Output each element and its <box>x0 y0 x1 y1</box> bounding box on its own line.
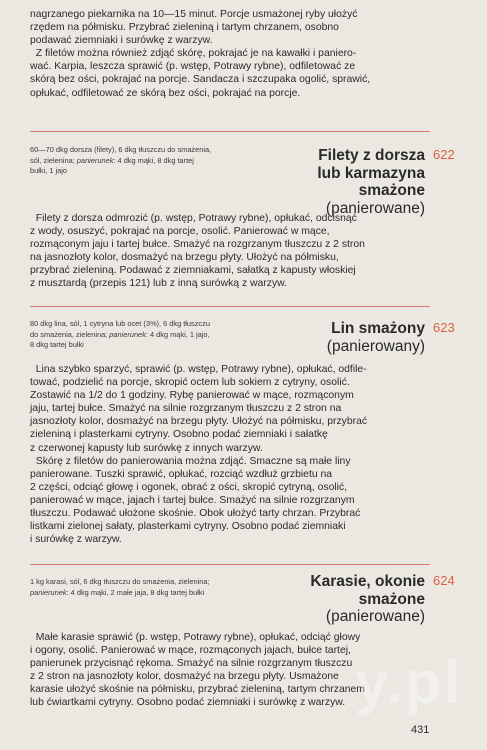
intro-line: skórą bez ości, pokrajać na porcje. Sandacza i szczupaka ogolić, sprawić, <box>30 74 371 86</box>
body-line: i ogony, osolić. Panierować w mące, rozmąconych jajach, bułce tartej, <box>30 645 351 657</box>
body-line: rozmąconym jaju i tartej bułce. Smażyć na rozgrzanym tłuszczu z 2 stron <box>30 239 365 251</box>
title-subtitle: (panierowany) <box>326 337 425 355</box>
intro-line: podawać ziemniaki i surówkę z warzyw. <box>30 35 213 47</box>
body-line: lub ćwiartkami cytryny. Osobno podać ziemniaki i surówkę z warzyw. <box>30 697 346 709</box>
recipe-623-number: 623 <box>433 320 455 335</box>
body-line: Filety z dorsza odmrozić (p. wstęp, Potrawy rybne), opłukać, odcisnąć <box>30 213 357 224</box>
body-line: jasnozłoty kolor, dosmażyć na brzegu płyty. Ułożyć na półmisku, przybrać <box>30 416 368 428</box>
ingredients-line: bułki, 1 jajo <box>30 166 67 176</box>
body-line: karasie ułożyć skośnie na półmisku, przybrać zieleniną, tartym chrzanem <box>30 684 365 696</box>
recipe-623-body <box>30 363 430 546</box>
intro-line: nagrzanego piekarnika na 10—15 minut. Porcje usmażonej ryby ułożyć <box>30 9 358 20</box>
title-line: lub karmazyna <box>317 164 425 182</box>
body-line: jaju, tartej bułce. Smażyć na silnie rozgrzanym tłuszczu z 2 stron na <box>30 403 342 415</box>
intro-line: wać. Karpia, leszcza sprawić (p. wstęp, Potrawy rybne), odfiletować ze <box>30 61 356 73</box>
recipe-624-number: 624 <box>433 573 455 588</box>
title-line: Lin smażony <box>331 320 425 337</box>
recipe-623-ingredients <box>30 319 280 351</box>
title-subtitle: (panierowane) <box>325 199 425 217</box>
intro-line: Z filetów można również zdjąć skórę, pokrajać je na kawałki i paniero- <box>30 48 357 60</box>
body-line: z wody, osuszyć, pokrajać na porcje, osolić. Panierować w mące, <box>30 226 330 238</box>
recipe-622-number: 622 <box>433 147 455 162</box>
title-subtitle: (panierowane) <box>325 608 425 625</box>
body-line: na jasnozłoty kolor, dosmażyć na brzegu płyty. Ułożyć na półmisku, <box>30 252 339 264</box>
recipe-624-title <box>310 573 425 626</box>
body-line: panierowane. Tuszki sprawić, opłukać, rozciąć wzdłuż grzbietu na <box>30 468 333 480</box>
title-line: smażone <box>358 590 425 608</box>
recipe-622-ingredients <box>30 145 280 177</box>
ingredients-line: 1 kg karasi, sól, 6 dkg tłuszczu do smażenia, zielenina; <box>30 577 210 586</box>
body-line: 2 części, odciąć głowę i ogonek, obrać z ości, skropić cytryną, osolić, <box>30 481 348 493</box>
page-number: 431 <box>411 724 430 736</box>
section-divider <box>30 131 430 132</box>
title-line: Filety z dorsza <box>318 147 425 164</box>
title-line: smażone <box>358 182 425 199</box>
ingredients-line: 60—70 dkg dorsza (filety), 6 dkg tłuszczu do smażenia, <box>30 145 212 154</box>
intro-line: rzędem na półmisku. Przybrać zieleniną i tartym chrzanem, osobno <box>30 22 339 34</box>
section-divider <box>30 564 430 565</box>
watermark: y.pl <box>355 649 462 716</box>
body-line: tować, podzielić na porcje, skropić octem lub sokiem z cytryny, osolić. <box>30 377 350 389</box>
ingredients-line: 80 dkg lina, sól, 1 cytryna lub ocet (3%), 6 dkg tłuszczu <box>30 319 210 328</box>
body-line: tłuszczu. Podawać ułożone skośnie. Obok ułożyć tarty chrzan. Przybrać <box>30 508 361 520</box>
title-line: Karasie, okonie <box>310 573 425 590</box>
body-line: Małe karasie sprawić (p. wstęp, Potrawy rybne), opłukać, odciąć głowy <box>30 632 361 643</box>
recipe-623-title <box>327 320 425 355</box>
body-line: i surówkę z warzyw. <box>30 534 122 546</box>
body-line: z musztardą (przepis 121) lub z inną surówką z warzyw. <box>30 278 287 290</box>
section-divider <box>30 306 430 307</box>
body-line: przybrać zieleniną. Podawać z ziemniakami, sałatką z kapusty włoskiej <box>30 265 356 277</box>
body-line: listkami zielonej sałaty, plasterkami cytryny. Osobno podać ziemniaki <box>30 521 346 533</box>
ingredients-line: do smażenia, zielenina; panierunek: 4 dkg mąki, 1 jajo, <box>30 329 210 339</box>
ingredients-line: sól, zielenina; panierunek: 4 dkg mąki, 8 dkg tartej <box>30 155 194 165</box>
body-line: Lina szybko sparzyć, sprawić (p. wstęp, Potrawy rybne), opłukać, odfile- <box>30 364 367 375</box>
recipe-624-ingredients <box>30 577 280 598</box>
body-line: z 2 stron na jasnozłoty kolor, dosmażyć na brzegu płyty. Usmażone <box>30 671 339 683</box>
body-line: Skórę z filetów do panierowania można zdjąć. Smaczne są małe liny <box>30 455 351 467</box>
body-line: zieleniną i plasterkami cytryny. Osobno podać ziemniaki i sałatkę <box>30 429 328 441</box>
body-line: z czerwonej kapusty lub surówkę z innych warzyw. <box>30 442 263 454</box>
recipe-622-title <box>317 147 425 217</box>
ingredients-line: panierunek: 4 dkg mąki, 2 małe jaja, 8 dkg tartej bułki <box>30 587 205 597</box>
body-line: panierować w mące, jajach i tartej bułce. Smażyć na silnie rozgrzanym <box>30 494 355 506</box>
recipe-622-body <box>30 212 430 291</box>
intro-paragraph <box>30 8 430 100</box>
body-line: panierunek przycisnąć rękoma. Smażyć na silnie rozgrzanym tłuszczu <box>30 658 353 670</box>
ingredients-line: 8 dkg tartej bułki <box>30 340 84 350</box>
intro-line: opłukać, odfiletować ze skórą bez ości, pokrajać na porcje. <box>30 87 301 99</box>
body-line: Zostawić na 1/2 do 1 godziny. Rybę panierować w mące, rozmąconym <box>30 390 354 402</box>
